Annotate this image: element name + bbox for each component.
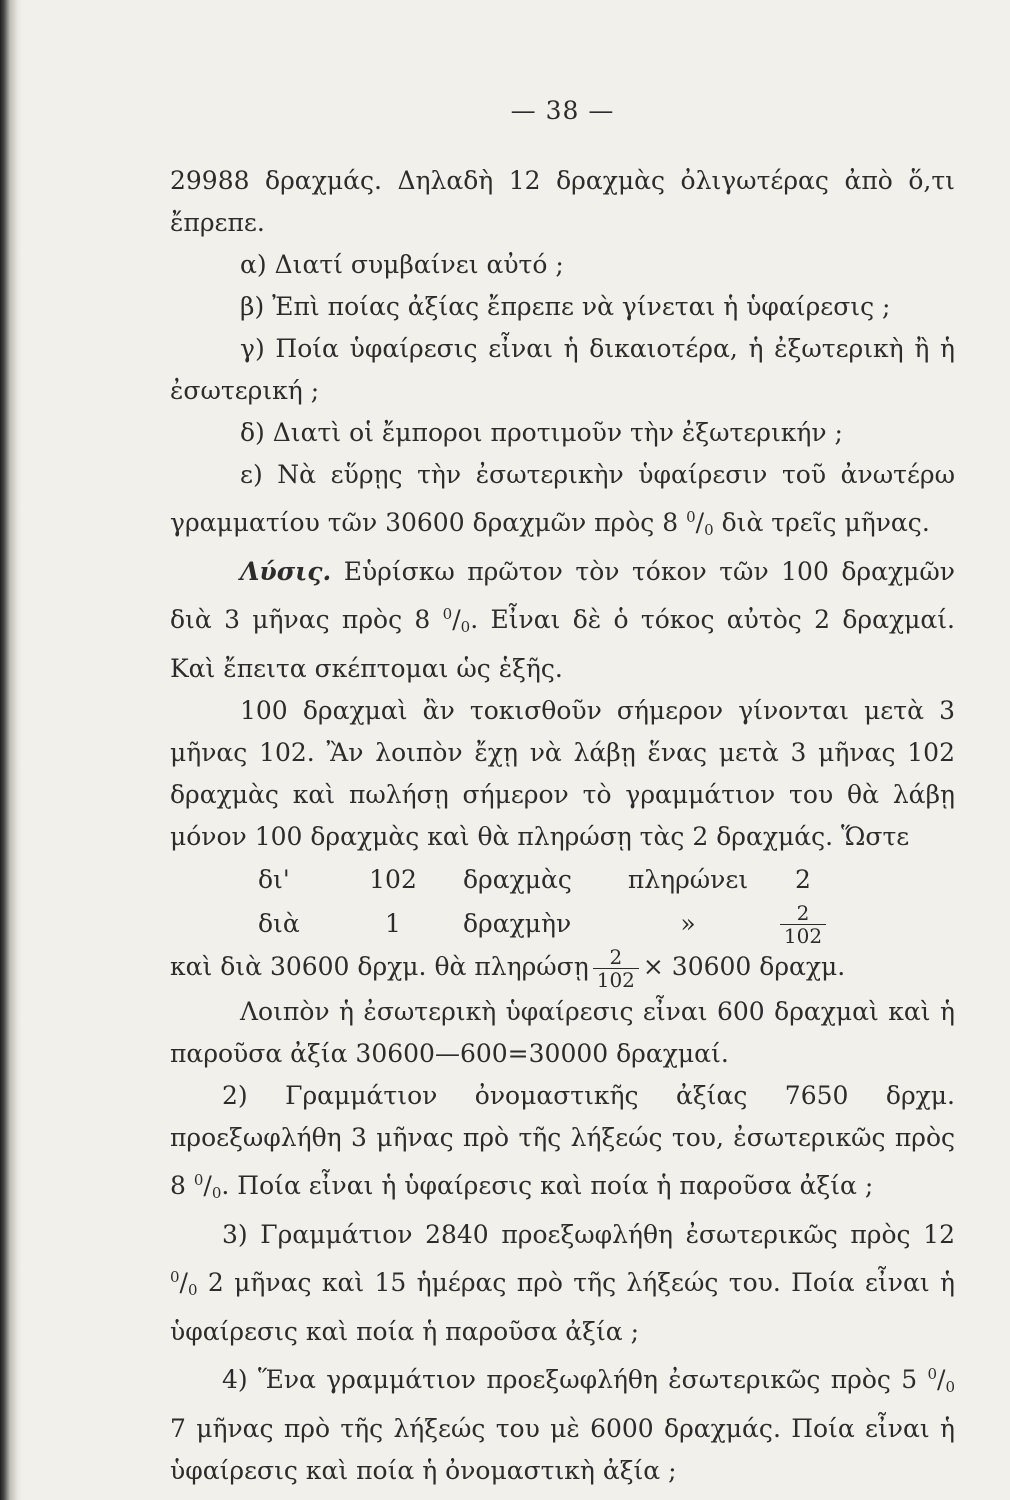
problem-3-tail: 2 μῆνας καὶ 15 ἡμέρας πρὸ τῆς λήξεώς του. Ποία εἶναι ἡ ὑφαίρεσις καὶ ποία ἡ παροῦσα ἀξία ; <box>170 1268 955 1346</box>
question-a: α) Διατί συμβαίνει αὐτό ; <box>240 250 564 279</box>
percent-sign: $^0/_0$ <box>170 1268 198 1299</box>
eq3-text: καὶ διὰ 30600 δρχμ. θὰ πληρώσῃ <box>170 952 589 981</box>
fraction-numerator: 2 <box>609 945 623 969</box>
solution-paragraph-2: 100 δραχμαὶ ἂν τοκισθοῦν σήμερον γίνονται μετὰ 3 μῆνας 102. Ἂν λοιπὸν ἔχῃ νὰ λάβῃ ἕνας μετὰ 3 μῆνας 102 δραχμὰς καὶ πωλήσῃ σήμερον τὸ γραμμάτιον του θὰ λάβῃ μόνον 100 δραχμὰς καὶ θὰ πληρώσῃ τὰς 2 δραχμάς. Ὥστε <box>170 696 955 851</box>
eq1-result: 2 <box>795 865 811 894</box>
eq1-verb: πληρώνει <box>627 865 749 894</box>
solution-text-1-tail: . Εἶναι δὲ ὁ τόκος αὐτὸς 2 δραχμαί. Καὶ ἔπειτα σκέπτομαι ὡς ἑξῆς. <box>170 605 955 683</box>
fraction-denominator: 102 <box>593 968 639 991</box>
eq1-prep: δι' <box>258 865 290 894</box>
fraction-numerator: 2 <box>796 900 810 925</box>
eq3-tail: × 30600 δραχμ. <box>642 952 846 981</box>
book-page <box>170 90 955 1492</box>
question-e-tail: διὰ τρεῖς μῆνας. <box>721 508 930 537</box>
page-number: — 38 — <box>510 96 615 125</box>
problem-2-text: 2) Γραμμάτιον ὀνομαστικῆς ἀξίας 7650 δρχμ. προεξωφλήθη 3 μῆνας πρὸ τῆς λήξεώς του, ἐσωτερικῶς πρὸς 8 <box>170 1081 955 1200</box>
equation-row-3 <box>170 946 955 991</box>
percent-sign: $^0/_0$ <box>927 1365 955 1396</box>
problem-3 <box>170 1214 955 1353</box>
eq2-unit: δραχμὴν <box>463 909 572 938</box>
eq2-result <box>763 902 843 947</box>
fraction <box>780 902 826 947</box>
eq1-unit: δραχμὰς <box>463 865 572 894</box>
eq1-amount: 102 <box>369 865 417 894</box>
problem-2 <box>170 1075 955 1214</box>
equation-row-2 <box>170 902 955 946</box>
eq2-prep: διὰ <box>258 909 300 938</box>
intro-paragraph: 29988 δραχμάς. Δηλαδὴ 12 δραχμὰς ὀλιγωτέρας ἀπὸ ὅ,τι ἔπρεπε. <box>170 166 955 237</box>
problem-4 <box>170 1353 955 1492</box>
percent-sign: $^0/_0$ <box>686 508 714 539</box>
solution-paragraph-1 <box>170 551 955 690</box>
question-e <box>170 454 955 551</box>
eq2-amount: 1 <box>385 909 401 938</box>
problem-4-text: 4) Ἕνα γραμμάτιον προεξωφλήθη ἐσωτερικῶς πρὸς 5 <box>222 1365 918 1394</box>
question-d: δ) Διατὶ οἱ ἔμποροι προτιμοῦν τὴν ἐξωτερικήν ; <box>240 418 843 447</box>
eq2-ditto-mark: » <box>680 909 696 938</box>
question-c: γ) Ποία ὑφαίρεσις εἶναι ἡ δικαιοτέρα, ἡ ἐξωτερικὴ ἢ ἡ ἐσωτερική ; <box>170 334 955 405</box>
solution-text-1: Εὑρίσκω πρῶτον τὸν τόκον τῶν 100 δραχμῶν διὰ 3 μῆνας πρὸς 8 <box>170 557 955 634</box>
problem-2-tail: . Ποία εἶναι ἡ ὑφαίρεσις καὶ ποία ἡ παροῦσα ἀξία ; <box>221 1171 874 1200</box>
fraction <box>593 946 639 991</box>
percent-sign: $^0/_0$ <box>442 605 471 636</box>
problem-3-text: 3) Γραμμάτιον 2840 προεξωφλήθη ἐσωτερικῶς πρὸς 12 <box>222 1220 955 1249</box>
question-e-text: ε) Νὰ εὕρῃς τὴν ἐσωτερικὴν ὑφαίρεσιν τοῦ ἀνωτέρω γραμματίου τῶν 30600 δραχμῶν πρὸς 8 <box>170 460 955 537</box>
solution-title: Λύσις. <box>240 557 332 586</box>
question-b: β) Ἐπὶ ποίας ἀξίας ἔπρεπε νὰ γίνεται ἡ ὑφαίρεσις ; <box>240 292 891 321</box>
conclusion-paragraph: Λοιπὸν ἡ ἐσωτερικὴ ὑφαίρεσις εἶναι 600 δραχμαὶ καὶ ἡ παροῦσα ἀξία 30600—600=30000 δραχμαί. <box>170 997 955 1068</box>
problem-4-tail: 7 μῆνας πρὸ τῆς λήξεώς του μὲ 6000 δραχμάς. Ποία εἶναι ἡ ὑφαίρεσις καὶ ποία ἡ ὀνομαστικὴ ἀξία ; <box>170 1414 955 1485</box>
equation-row-1 <box>170 858 955 902</box>
percent-sign: $^0/_0$ <box>193 1171 222 1202</box>
book-binding-edge <box>0 0 22 1500</box>
fraction-denominator: 102 <box>780 924 826 947</box>
